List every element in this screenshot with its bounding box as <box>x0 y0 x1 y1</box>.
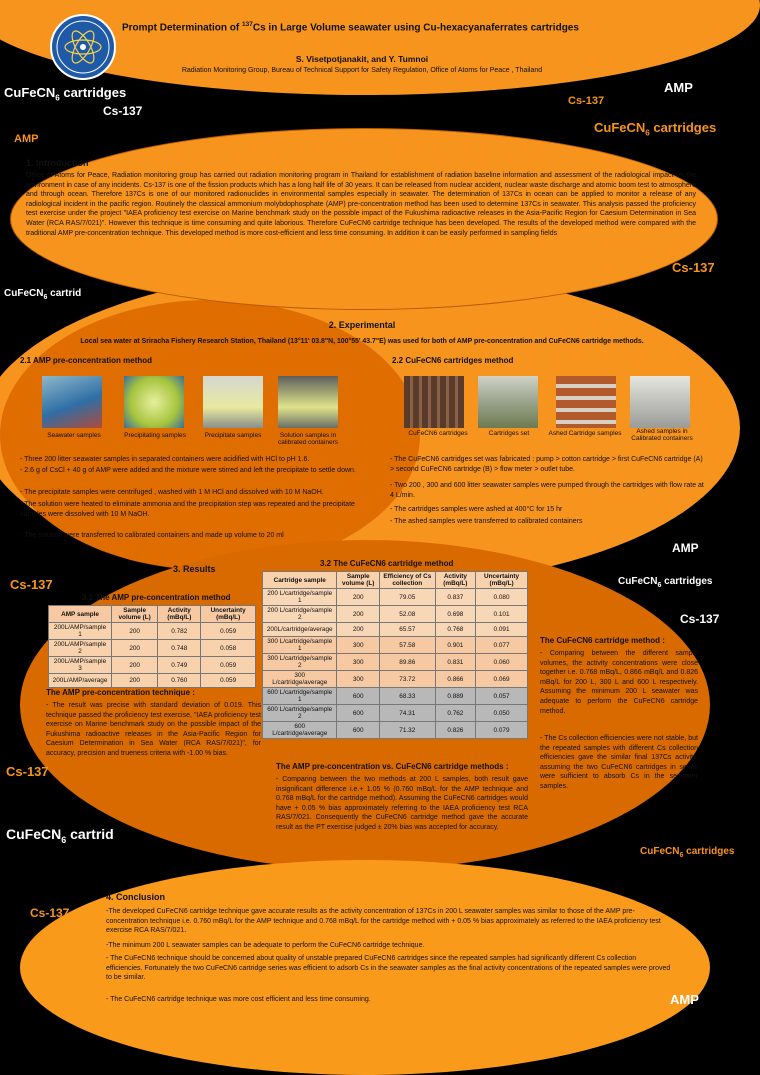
table-row <box>263 705 528 722</box>
amp-technique-body: - The result was precise with standard deviation of 0.019. This technique passed the proficiency test exercise, "IAEA proficiency test exercise on Marine benchmark study on the possible impact of the Fukushima radioactive releases in the Asia-Pacific Region for Caesium Determination in Sea Water (RCA RAS/7/021)", for accuracy, precision and trueness criteria with -1.00 % bias. <box>46 702 261 757</box>
caption: Precipitating samples <box>124 432 186 439</box>
table-cell: 0.059 <box>201 674 256 688</box>
table-cell: 74.31 <box>379 705 435 722</box>
conclusion-item: -The minimum 200 L seawater samples can be adequate to perform the CuFeCN6 cartridge technique. <box>106 942 425 949</box>
table-row <box>49 674 256 688</box>
amp-results-table <box>48 605 256 688</box>
table-cell: 200 <box>112 657 158 674</box>
table-cell: 0.079 <box>476 722 528 739</box>
floating-label: Cs-137 <box>30 906 70 920</box>
column-header: AMP sample <box>49 606 112 623</box>
floating-label: CuFeCN$_6$ cartridges <box>640 846 735 859</box>
photo-solution-samples <box>278 376 338 428</box>
cartridge-technique-body-2: - The Cs collection efficiencies were not stable, but the repeated samples with different Cs collection efficiencies gave the similar final 137Cs activity, assuming the two CuFeCN6 cartridges in series were sufficient to absorb Cs in the seawater samples. <box>540 735 698 790</box>
photo-precipitating-samples <box>124 376 184 428</box>
photo-ashed-samples-containers <box>630 376 690 428</box>
caption: Precipitate samples <box>204 432 262 439</box>
floating-label: Cs-137 <box>568 95 605 107</box>
table-cell: 300 L/cartridge/average <box>263 671 337 688</box>
intro-heading: 1. Introduction <box>26 158 89 168</box>
amp-table-heading: 3.1 The AMP pre-concentration method <box>82 593 231 602</box>
page-title: Prompt Determination of $^{137}$Cs in Large Volume seawater using Cu-hexacyanaferrates cartridges <box>122 21 579 34</box>
table-row <box>263 671 528 688</box>
table-cell: 600 L/cartridge/average <box>263 722 337 739</box>
conclusion-heading: 4. Conclusion <box>106 892 166 902</box>
table-cell: 0.866 <box>435 671 475 688</box>
table-cell: 0.782 <box>158 623 201 640</box>
caption: Solution samples in calibrated containers <box>278 432 338 446</box>
floating-label: CuFeCN$_6$ cartridges <box>4 85 127 103</box>
table-cell: 0.059 <box>201 623 256 640</box>
caption: Seawater samples <box>47 432 101 439</box>
table-cell: 57.58 <box>379 637 435 654</box>
table-cell: 0.831 <box>435 654 475 671</box>
column-header: Sample volume (L) <box>337 572 380 589</box>
table-row <box>263 606 528 623</box>
affiliation: Radiation Monitoring Group, Bureau of Technical Support for Safety Regulation, Office of Atoms for Peace , Thailand <box>181 67 543 74</box>
table-cell: 300 <box>337 654 380 671</box>
table-cell: 600 L/cartridge/sample 1 <box>263 688 337 705</box>
table-cell: 0.077 <box>476 637 528 654</box>
table-cell: 68.33 <box>379 688 435 705</box>
authors: S. Visetpotjanakit, and Y. Tumnoi <box>295 54 429 64</box>
table-cell: 200L/cartridge/average <box>263 623 337 637</box>
table-cell: 200 <box>337 589 380 606</box>
amp-technique-heading: The AMP pre-concentration technique : <box>46 688 195 697</box>
table-cell: 79.05 <box>379 589 435 606</box>
table-cell: 0.901 <box>435 637 475 654</box>
conclusion-item: - The CuFeCN6 technique should be concerned about quality of unstable prepared CuFeCN6 cartridges since the repeated samples had significantly different Cs collection efficiencies. Fortunately the two CuFeCN6 cartridge series was efficient to adsorb Cs in the seawater samples as the final activity concentrations of the repeated samples were proved to be similar. <box>106 955 671 982</box>
table-row <box>263 637 528 654</box>
table-header-row <box>49 606 256 623</box>
table-row <box>49 657 256 674</box>
table-row <box>263 722 528 739</box>
table-cell: 300 <box>337 671 380 688</box>
table-row <box>49 623 256 640</box>
amp-step: - The precipitate samples were centrifuged , washed with 1 M HCl and dissolved with 10 M NaOH. <box>20 489 324 496</box>
floating-label: Cs-137 <box>680 612 720 626</box>
table-cell: 600 <box>337 688 380 705</box>
table-cell: 200L/AMP/sample 1 <box>49 623 112 640</box>
table-cell: 200L/AMP/average <box>49 674 112 688</box>
table-cell: 0.060 <box>476 654 528 671</box>
photo-ashed-cartridge-samples <box>556 376 616 428</box>
table-cell: 0.889 <box>435 688 475 705</box>
column-header: Uncertainty (mBq/L) <box>476 572 528 589</box>
floating-label: AMP <box>14 133 39 145</box>
table-cell: 600 L/cartridge/sample 2 <box>263 705 337 722</box>
caption: Cartridges set <box>488 430 530 437</box>
table-cell: 0.058 <box>201 640 256 657</box>
intro-body: Office of Atoms for Peace, Radiation monitoring group has carried out radiation monitoring program in Thailand for establishment of radiation baseline information and assessment of the radiological impact on the environment in case of any incidents. Cs-137 is one of the fission products which has a long half life of 30 years. It can be released from nuclear accident, nuclear waste discharge and atomic boom test to atmosphere and through ocean. Therefore 137Cs is one of our monitored radionuclides in environmental samples especially in seawater. The determination of 137Cs in ocean can be applied to monitor a release of any radiological incident in the pacific region. Routinely the classical ammonium molybdophosphate (AMP) pre-concentration method has been used to determine 137Cs in seawater. This analysis passed the proficiency test exercise under the project "IAEA proficiency test exercise on Marine benchmark study on the possible impact of the Fukushima radioactive releases in the Asia-Pacific Region for Caesium Determination in Sea Water (RCA RAS/7/021)". However this technique is time consuming and quite laborious. Therefore CuFeCN6 cartridge technique has been developed. The results of the developed method were compared with the traditional AMP pre-concentration technique. This developed method is more cost-efficient and less time consuming. In addition it can be easily performed in sampling fields <box>26 172 696 237</box>
caption: Ashed samples in Calibrated containers <box>631 428 693 442</box>
table-row <box>49 640 256 657</box>
caption: Ashed Cartridge samples <box>548 430 622 437</box>
cartridge-step: - The cartridges samples were ashed at 400°C for 15 hr <box>390 506 563 513</box>
table-cell: 0.698 <box>435 606 475 623</box>
table-cell: 73.72 <box>379 671 435 688</box>
table-cell: 200L/AMP/sample 3 <box>49 657 112 674</box>
table-cell: 200 <box>337 606 380 623</box>
table-cell: 0.826 <box>435 722 475 739</box>
table-cell: 65.57 <box>379 623 435 637</box>
comparison-body: - Comparing between the two methods at 200 L samples, both result gave insignificant difference i.e.+ 1.05 % (0.760 mBq/L for the AMP technique and 0.768 mBq/L for the cartridge method). Assuming the CuFeCN6 cartridges would have + 0.05 % bias approximately referring to the IAEA proficiency test RCA RAS/7/021. Consequently the CuFeCN6 cartridge method gave the accurate result as the PT exercise judged ± 20% bias was accepted for accuracy. <box>276 776 528 831</box>
column-header: Efficiency of Cs collection <box>379 572 435 589</box>
amp-step: - The solution were transferred to calibrated containers and made up volume to 20 ml <box>20 532 284 539</box>
table-cell: 300 L/cartridge/sample 2 <box>263 654 337 671</box>
cartridge-technique-heading: The CuFeCN6 cartridge method : <box>540 636 665 645</box>
table-cell: 0.760 <box>158 674 201 688</box>
cartridge-step: - The CuFeCN6 cartridges set was fabricated : pump > cotton cartridge > first CuFeCN6 cartridge (A) > second CuFeCN6 cartridge (B) > flow meter > outlet tube. <box>390 456 703 473</box>
experimental-heading: 2. Experimental <box>328 320 396 330</box>
amp-step: - 2.6 g of CsCl + 40 g of AMP were added and the mixture were stirred and left the precipitate to settle down. <box>20 467 356 474</box>
table-cell: 200 <box>112 674 158 688</box>
amp-method-heading: 2.1 AMP pre-concentration method <box>20 356 153 365</box>
table-cell: 0.059 <box>201 657 256 674</box>
table-cell: 0.101 <box>476 606 528 623</box>
table-cell: 0.837 <box>435 589 475 606</box>
photo-precipitate-samples <box>203 376 263 428</box>
table-cell: 600 <box>337 722 380 739</box>
table-header-row <box>263 572 528 589</box>
column-header: Activity (mBq/L) <box>158 606 201 623</box>
photo-cartridges-set <box>478 376 538 428</box>
table-cell: 89.86 <box>379 654 435 671</box>
floating-label: CuFeCN$_6$ cartridges <box>594 120 717 138</box>
table-cell: 200 L/cartridge/sample 1 <box>263 589 337 606</box>
floating-label: CuFeCN$_6$ cartridges <box>618 576 713 589</box>
table-row <box>263 654 528 671</box>
floating-label: Cs-137 <box>6 764 49 779</box>
conclusion-item: -The developed CuFeCN6 cartridge technique gave accurate results as the activity concentration of 137Cs in 200 L seawater samples was similar to those of the AMP pre-concentration technique i.e. 0.760 mBq/L for the AMP technique and 0.768 mBq/L for the cartridge method with + 0.05 % bias approximately as referred to the IAEA proficiency test exercise RCA RAS/7/021. <box>106 908 661 935</box>
table-cell: 200 <box>112 623 158 640</box>
table-cell: 200 <box>112 640 158 657</box>
table-cell: 52.08 <box>379 606 435 623</box>
floating-label: CuFeCN$_6$ cartrid <box>4 288 82 301</box>
caption: CuFeCN6 cartridges <box>408 430 468 437</box>
table-cell: 200 <box>337 623 380 637</box>
table-cell: 0.050 <box>476 705 528 722</box>
floating-label: AMP <box>670 992 699 1007</box>
table-cell: 0.057 <box>476 688 528 705</box>
conclusion-item: - The CuFeCN6 cartridge technique was more cost efficient and less time consuming. <box>106 996 371 1003</box>
cartridge-method-heading: 2.2 CuFeCN6 cartridges method <box>392 356 514 365</box>
table-cell: 71.32 <box>379 722 435 739</box>
floating-label: AMP <box>664 80 693 95</box>
amp-step: - The solution were heated to eliminate ammonia and the precipitation step was repeated and the precipitate samples were dissolved with 10 M NaOH. <box>20 501 355 518</box>
cartridge-step: - The ashed samples were transferred to calibrated containers <box>390 518 583 525</box>
table-cell: 300 <box>337 637 380 654</box>
table-cell: 200L/AMP/sample 2 <box>49 640 112 657</box>
floating-label: CuFeCN$_6$ cartrid <box>6 826 114 845</box>
photo-cufecn6-cartridges <box>404 376 464 428</box>
column-header: Cartridge sample <box>263 572 337 589</box>
column-header: Sample volume (L) <box>112 606 158 623</box>
table-row <box>263 589 528 606</box>
floating-label: Cs-137 <box>103 104 143 118</box>
floating-label: Cs-137 <box>672 260 715 275</box>
floating-label: AMP <box>672 541 699 555</box>
site-description: Local sea water at Sriracha Fishery Research Station, Thailand (13°11' 03.8"N, 100°55' 43.7"E) was used for both of AMP pre-concentration and CuFeCN6 cartridge methods. <box>80 338 644 345</box>
results-heading: 3. Results <box>173 564 216 574</box>
floating-label: Cs-137 <box>10 577 53 592</box>
cartridge-table-heading: 3.2 The CuFeCN6 cartridge method <box>320 559 454 568</box>
table-cell: 200 L/cartridge/sample 2 <box>263 606 337 623</box>
photo-seawater-samples <box>42 376 102 428</box>
amp-step: - Three 200 litter seawater samples in separated containers were acidified with HCl to pH 1.6. <box>20 456 310 463</box>
table-cell: 0.749 <box>158 657 201 674</box>
column-header: Uncertainty (mBq/L) <box>201 606 256 623</box>
cartridge-results-table <box>262 571 528 739</box>
table-cell: 0.069 <box>476 671 528 688</box>
cartridge-technique-body-1: - Comparing between the different sample volumes, the activity concentrations were close together i.e. 0.768 mBq/L, 0.866 mBq/L and 0.826 mBq/L for 200 L, 300 L and 600 L respectively. Assuming the minimum 200 L seawater was adequate to perform the CuFeCN6 cartridge method. <box>540 650 698 715</box>
table-cell: 0.080 <box>476 589 528 606</box>
table-row <box>263 623 528 637</box>
table-row <box>263 688 528 705</box>
table-cell: 0.768 <box>435 623 475 637</box>
table-cell: 300 L/cartridge/sample 1 <box>263 637 337 654</box>
table-cell: 600 <box>337 705 380 722</box>
column-header: Activity (mBq/L) <box>435 572 475 589</box>
comparison-heading: The AMP pre-concentration vs. CuFeCN6 cartridge methods : <box>276 762 509 771</box>
table-cell: 0.091 <box>476 623 528 637</box>
table-cell: 0.748 <box>158 640 201 657</box>
cartridge-step: - Two 200 , 300 and 600 litter seawater samples were pumped through the cartridges with flow rate at 4 L/min. <box>390 482 704 499</box>
table-cell: 0.762 <box>435 705 475 722</box>
